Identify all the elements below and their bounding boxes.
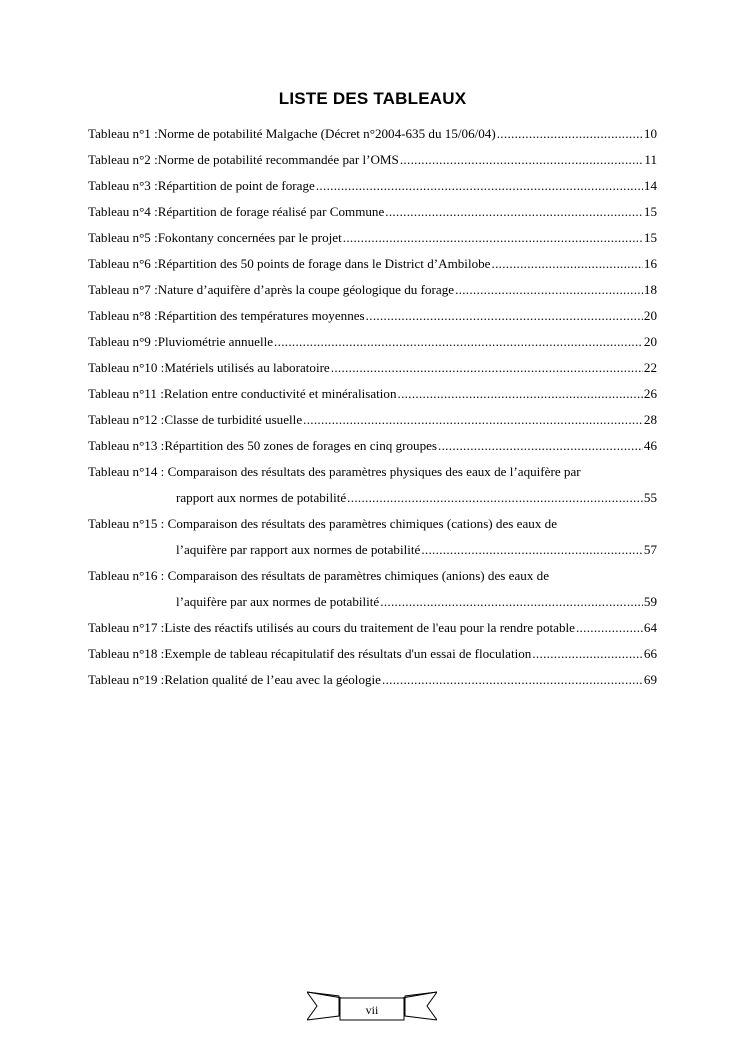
entry-page-number: 46 (643, 438, 657, 453)
entry-title: Comparaison des résultats des paramètres chimiques (cations) des eaux de (167, 516, 558, 531)
dot-leader (380, 589, 643, 615)
entry-label: Tableau n°1 : (88, 126, 158, 141)
dot-leader (343, 225, 643, 251)
entry-title: Pluviométrie annuelle (157, 334, 274, 349)
entry-page-number: 57 (643, 542, 657, 557)
dot-leader (576, 615, 643, 641)
entry-label: Tableau n°18 : (88, 646, 165, 661)
toc-entry[interactable] (88, 121, 657, 147)
entry-title: Nature d’aquifère d’après la coupe géologique du forage (157, 282, 455, 297)
entry-title: Matériels utilisés au laboratoire (164, 360, 330, 375)
entry-title: Exemple de tableau récapitulatif des résultats d'un essai de floculation (164, 646, 532, 661)
entry-page-number: 16 (643, 256, 657, 271)
entry-title: Répartition de forage réalisé par Commune (157, 204, 385, 219)
dot-leader (366, 303, 643, 329)
toc-entry[interactable] (88, 407, 657, 433)
entry-page-number: 26 (643, 386, 657, 401)
dot-leader (438, 433, 643, 459)
entry-label: Tableau n°3 : (88, 178, 158, 193)
toc-entry[interactable] (88, 251, 657, 277)
entry-page-number: 69 (643, 672, 657, 687)
entry-label: Tableau n°4 : (88, 204, 158, 219)
toc-entry[interactable] (88, 173, 657, 199)
toc-entry[interactable] (88, 641, 657, 667)
toc-entry[interactable] (88, 563, 657, 615)
entry-label: Tableau n°10 : (88, 360, 165, 375)
entry-title: Répartition de point de forage (157, 178, 315, 193)
toc-entry[interactable] (88, 225, 657, 251)
entry-label: Tableau n°7 : (88, 282, 158, 297)
toc-entry[interactable] (88, 303, 657, 329)
dot-leader (303, 407, 643, 433)
toc-entry[interactable] (88, 615, 657, 641)
dot-leader (398, 381, 643, 407)
entry-label: Tableau n°2 : (88, 152, 158, 167)
dot-leader (400, 147, 644, 173)
entry-label: Tableau n°6 : (88, 256, 158, 271)
entry-label: Tableau n°13 : (88, 438, 165, 453)
entry-title-continued: rapport aux normes de potabilité (176, 490, 347, 505)
dot-leader (385, 199, 643, 225)
entry-title: Répartition des températures moyennes (157, 308, 365, 323)
page-number: vii (365, 1003, 379, 1017)
dot-leader (347, 485, 643, 511)
entry-title: Liste des réactifs utilisés au cours du traitement de l'eau pour la rendre potable (164, 620, 575, 635)
toc-entry[interactable] (88, 147, 657, 173)
entry-label: Tableau n°5 : (88, 230, 158, 245)
toc-entry[interactable] (88, 667, 657, 693)
entry-page-number: 28 (643, 412, 657, 427)
toc-entry[interactable] (88, 511, 657, 563)
dot-leader (382, 667, 643, 693)
entry-label: Tableau n°11 : (88, 386, 164, 401)
entry-label: Tableau n°8 : (88, 308, 158, 323)
entry-page-number: 18 (643, 282, 657, 297)
entry-label: Tableau n°14 : (88, 464, 168, 479)
toc-entry[interactable] (88, 459, 657, 511)
entry-page-number: 15 (643, 204, 657, 219)
entry-title: Norme de potabilité Malgache (Décret n°2004-635 du 15/06/04) (157, 126, 496, 141)
toc-entry[interactable] (88, 199, 657, 225)
entry-page-number: 55 (643, 490, 657, 505)
dot-leader (497, 121, 643, 147)
entry-page-number: 11 (644, 152, 657, 167)
entry-title: Norme de potabilité recommandée par l’OMS (157, 152, 399, 167)
entry-page-number: 14 (643, 178, 657, 193)
dot-leader (421, 537, 643, 563)
dot-leader (274, 329, 643, 355)
dot-leader (492, 251, 643, 277)
entry-page-number: 20 (643, 308, 657, 323)
dot-leader (455, 277, 643, 303)
entry-title: Fokontany concernées par le projet (157, 230, 342, 245)
entry-label: Tableau n°16 : (88, 568, 168, 583)
entry-label: Tableau n°9 : (88, 334, 158, 349)
dot-leader (532, 641, 643, 667)
toc-entry[interactable] (88, 433, 657, 459)
entry-page-number: 66 (643, 646, 657, 661)
entry-title: Relation entre conductivité et minéralisation (163, 386, 397, 401)
entry-page-number: 59 (643, 594, 657, 609)
entry-page-number: 10 (643, 126, 657, 141)
dot-leader (331, 355, 643, 381)
entry-title: Relation qualité de l’eau avec la géologie (164, 672, 381, 687)
toc-entry[interactable] (88, 277, 657, 303)
toc-entry[interactable] (88, 355, 657, 381)
entry-title: Classe de turbidité usuelle (164, 412, 303, 427)
entry-label: Tableau n°15 : (88, 516, 168, 531)
entry-title: Comparaison des résultats de paramètres chimiques (anions) des eaux de (167, 568, 550, 583)
entry-title: Comparaison des résultats des paramètres physiques des eaux de l’aquifère par (167, 464, 581, 479)
entry-page-number: 22 (643, 360, 657, 375)
entry-title: Répartition des 50 zones de forages en cinq groupes (164, 438, 438, 453)
toc-entry[interactable] (88, 381, 657, 407)
entry-label: Tableau n°19 : (88, 672, 165, 687)
entry-title-continued: l’aquifère par rapport aux normes de potabilité (176, 542, 421, 557)
entry-page-number: 15 (643, 230, 657, 245)
entry-label: Tableau n°17 : (88, 620, 165, 635)
dot-leader (316, 173, 643, 199)
toc-entry[interactable] (88, 329, 657, 355)
entry-page-number: 64 (643, 620, 657, 635)
entry-title-continued: l’aquifère par aux normes de potabilité (176, 594, 380, 609)
entry-label: Tableau n°12 : (88, 412, 165, 427)
entry-title: Répartition des 50 points de forage dans le District d’Ambilobe (157, 256, 491, 271)
entry-page-number: 20 (643, 334, 657, 349)
page-title: LISTE DES TABLEAUX (278, 89, 467, 108)
table-list (88, 121, 657, 693)
